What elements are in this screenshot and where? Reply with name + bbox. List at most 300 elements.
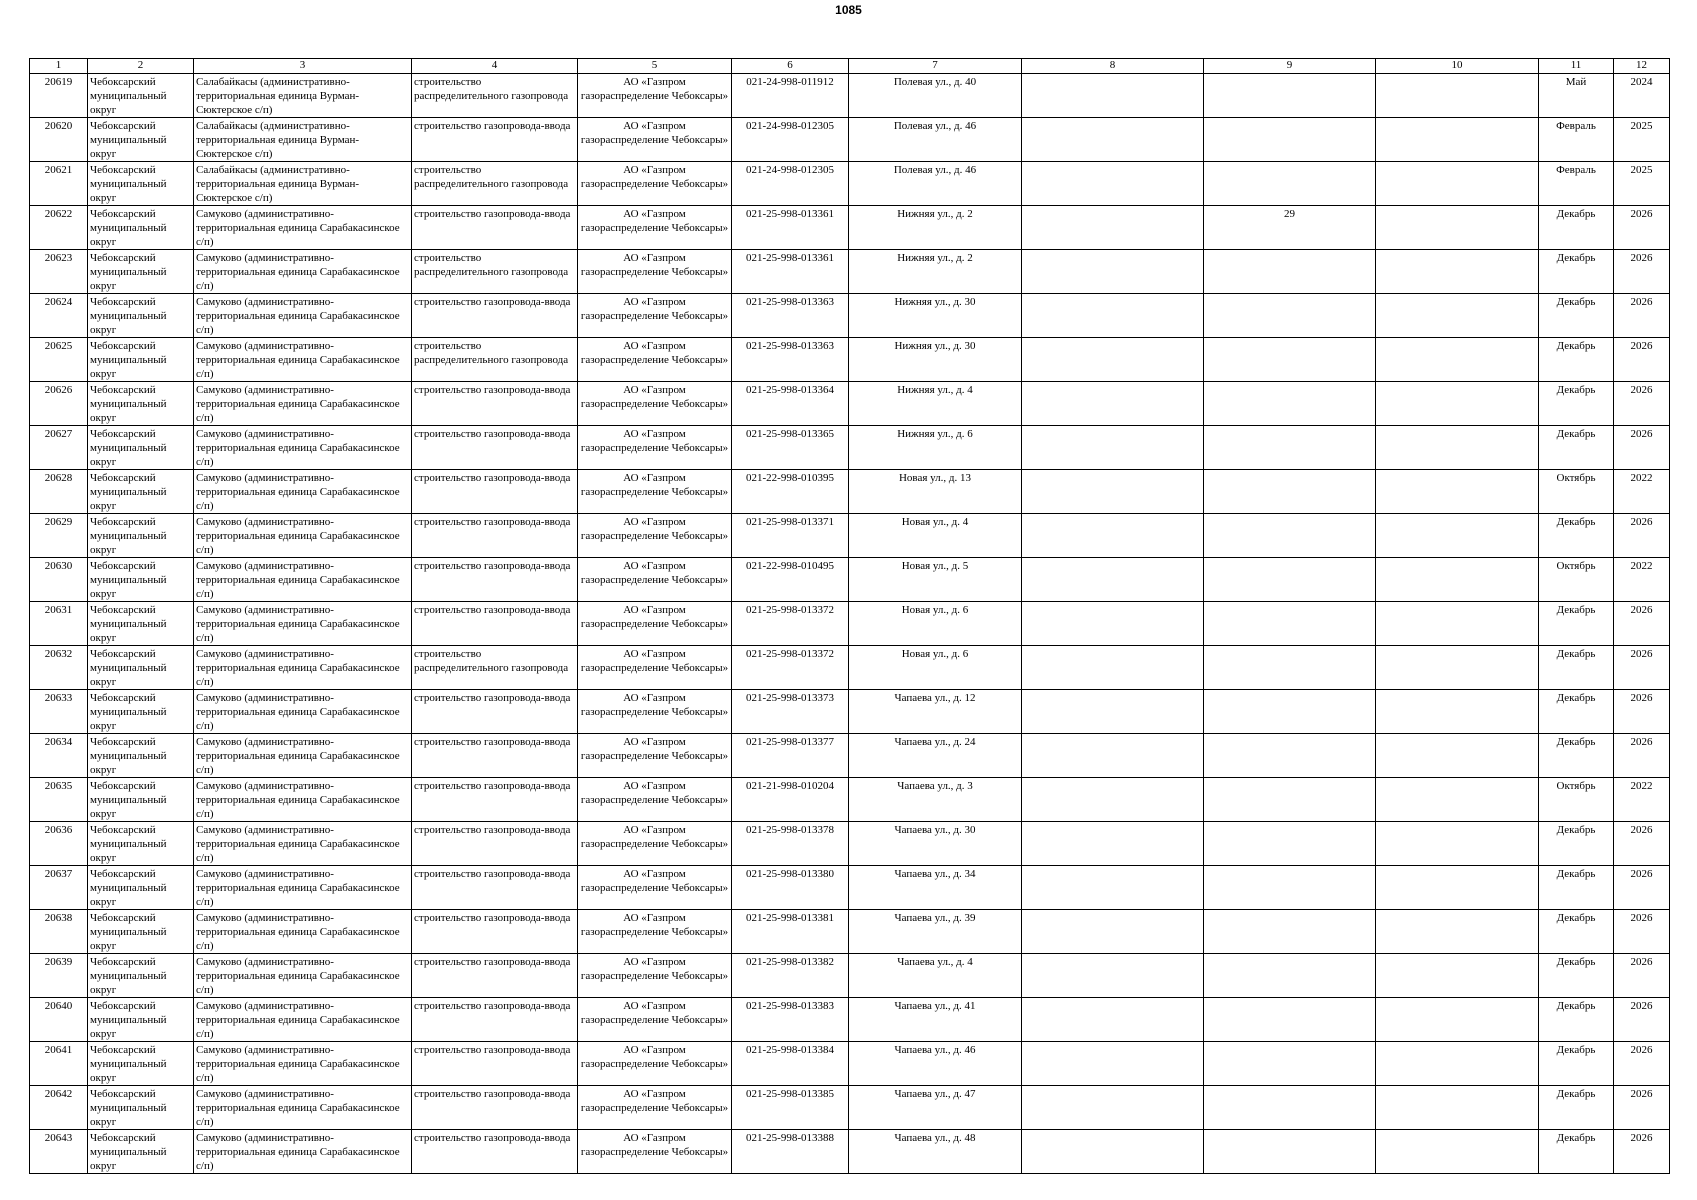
column-8-cell — [1022, 778, 1204, 822]
column-8-cell — [1022, 954, 1204, 998]
address-cell: Чапаева ул., д. 34 — [849, 866, 1022, 910]
table-row — [30, 74, 1670, 118]
column-8-cell — [1022, 690, 1204, 734]
organization-cell: АО «Газпром газораспределение Чебоксары» — [578, 250, 732, 294]
column-10-cell — [1376, 470, 1539, 514]
address-cell: Чапаева ул., д. 46 — [849, 1042, 1022, 1086]
column-10-cell — [1376, 1042, 1539, 1086]
year-cell: 2022 — [1614, 778, 1670, 822]
column-8-cell — [1022, 338, 1204, 382]
district-cell: Чебоксарский муниципальный округ — [88, 250, 194, 294]
year-cell: 2024 — [1614, 74, 1670, 118]
table-row — [30, 690, 1670, 734]
year-cell: 2022 — [1614, 558, 1670, 602]
registry-code-cell: 021-25-998-013381 — [732, 910, 849, 954]
organization-cell: АО «Газпром газораспределение Чебоксары» — [578, 602, 732, 646]
month-cell: Декабрь — [1539, 206, 1614, 250]
district-cell: Чебоксарский муниципальный округ — [88, 118, 194, 162]
organization-cell: АО «Газпром газораспределение Чебоксары» — [578, 558, 732, 602]
address-cell: Чапаева ул., д. 30 — [849, 822, 1022, 866]
row-number: 20630 — [30, 558, 88, 602]
organization-cell: АО «Газпром газораспределение Чебоксары» — [578, 162, 732, 206]
address-cell: Новая ул., д. 13 — [849, 470, 1022, 514]
column-10-cell — [1376, 866, 1539, 910]
organization-cell: АО «Газпром газораспределение Чебоксары» — [578, 426, 732, 470]
row-number: 20641 — [30, 1042, 88, 1086]
column-8-cell — [1022, 470, 1204, 514]
column-8-cell — [1022, 250, 1204, 294]
locality-cell: Салабайкасы (административно-территориальная единица Вурман-Сюктерское с/п) — [194, 118, 412, 162]
column-9-cell — [1204, 162, 1376, 206]
registry-code-cell: 021-22-998-010395 — [732, 470, 849, 514]
locality-cell: Самуково (административно-территориальная единица Сарабакасинское с/п) — [194, 602, 412, 646]
column-10-cell — [1376, 514, 1539, 558]
column-8-cell — [1022, 822, 1204, 866]
district-cell: Чебоксарский муниципальный округ — [88, 1130, 194, 1174]
organization-cell: АО «Газпром газораспределение Чебоксары» — [578, 206, 732, 250]
column-10-cell — [1376, 382, 1539, 426]
table-row — [30, 558, 1670, 602]
column-10-cell — [1376, 338, 1539, 382]
district-cell: Чебоксарский муниципальный округ — [88, 910, 194, 954]
district-cell: Чебоксарский муниципальный округ — [88, 426, 194, 470]
table-header — [30, 59, 1670, 74]
district-cell: Чебоксарский муниципальный округ — [88, 338, 194, 382]
table-row — [30, 118, 1670, 162]
work-type-cell: строительство газопровода-ввода — [412, 382, 578, 426]
work-type-cell: строительство газопровода-ввода — [412, 1130, 578, 1174]
column-9-cell — [1204, 866, 1376, 910]
year-cell: 2026 — [1614, 514, 1670, 558]
district-cell: Чебоксарский муниципальный округ — [88, 382, 194, 426]
year-cell: 2026 — [1614, 602, 1670, 646]
month-cell: Декабрь — [1539, 602, 1614, 646]
work-type-cell: строительство газопровода-ввода — [412, 954, 578, 998]
column-8-cell — [1022, 294, 1204, 338]
address-cell: Новая ул., д. 5 — [849, 558, 1022, 602]
column-10-cell — [1376, 426, 1539, 470]
organization-cell: АО «Газпром газораспределение Чебоксары» — [578, 1086, 732, 1130]
column-10-cell — [1376, 690, 1539, 734]
column-8-cell — [1022, 382, 1204, 426]
column-8-cell — [1022, 514, 1204, 558]
column-8-cell — [1022, 206, 1204, 250]
work-type-cell: строительство газопровода-ввода — [412, 866, 578, 910]
locality-cell: Салабайкасы (административно-территориальная единица Вурман-Сюктерское с/п) — [194, 162, 412, 206]
table-row — [30, 162, 1670, 206]
month-cell: Октябрь — [1539, 470, 1614, 514]
column-8-cell — [1022, 426, 1204, 470]
locality-cell: Салабайкасы (административно-территориальная единица Вурман-Сюктерское с/п) — [194, 74, 412, 118]
registry-code-cell: 021-22-998-010495 — [732, 558, 849, 602]
row-number: 20619 — [30, 74, 88, 118]
locality-cell: Самуково (административно-территориальная единица Сарабакасинское с/п) — [194, 954, 412, 998]
work-type-cell: строительство газопровода-ввода — [412, 734, 578, 778]
year-cell: 2025 — [1614, 118, 1670, 162]
row-number: 20640 — [30, 998, 88, 1042]
address-cell: Нижняя ул., д. 6 — [849, 426, 1022, 470]
page-number: 1085 — [835, 3, 862, 17]
address-cell: Чапаева ул., д. 24 — [849, 734, 1022, 778]
locality-cell: Самуково (административно-территориальная единица Сарабакасинское с/п) — [194, 294, 412, 338]
month-cell: Октябрь — [1539, 558, 1614, 602]
row-number: 20631 — [30, 602, 88, 646]
registry-code-cell: 021-25-998-013378 — [732, 822, 849, 866]
year-cell: 2026 — [1614, 338, 1670, 382]
locality-cell: Самуково (административно-территориальная единица Сарабакасинское с/п) — [194, 1130, 412, 1174]
row-number: 20629 — [30, 514, 88, 558]
address-cell: Полевая ул., д. 40 — [849, 74, 1022, 118]
locality-cell: Самуково (административно-территориальная единица Сарабакасинское с/п) — [194, 426, 412, 470]
column-10-cell — [1376, 998, 1539, 1042]
month-cell: Февраль — [1539, 118, 1614, 162]
month-cell: Декабрь — [1539, 1086, 1614, 1130]
column-header-7: 7 — [849, 59, 1022, 74]
table-row — [30, 602, 1670, 646]
column-10-cell — [1376, 74, 1539, 118]
column-8-cell — [1022, 558, 1204, 602]
locality-cell: Самуково (административно-территориальная единица Сарабакасинское с/п) — [194, 866, 412, 910]
registry-code-cell: 021-25-998-013361 — [732, 206, 849, 250]
work-type-cell: строительство распределительного газопровода — [412, 646, 578, 690]
column-10-cell — [1376, 162, 1539, 206]
work-type-cell: строительство газопровода-ввода — [412, 118, 578, 162]
table-row — [30, 470, 1670, 514]
table-body — [30, 74, 1670, 1174]
year-cell: 2026 — [1614, 690, 1670, 734]
year-cell: 2022 — [1614, 470, 1670, 514]
address-cell: Чапаева ул., д. 39 — [849, 910, 1022, 954]
locality-cell: Самуково (административно-территориальная единица Сарабакасинское с/п) — [194, 250, 412, 294]
column-10-cell — [1376, 118, 1539, 162]
work-type-cell: строительство газопровода-ввода — [412, 426, 578, 470]
month-cell: Декабрь — [1539, 250, 1614, 294]
organization-cell: АО «Газпром газораспределение Чебоксары» — [578, 382, 732, 426]
month-cell: Декабрь — [1539, 426, 1614, 470]
organization-cell: АО «Газпром газораспределение Чебоксары» — [578, 778, 732, 822]
address-cell: Полевая ул., д. 46 — [849, 118, 1022, 162]
table-row — [30, 646, 1670, 690]
organization-cell: АО «Газпром газораспределение Чебоксары» — [578, 514, 732, 558]
registry-code-cell: 021-25-998-013382 — [732, 954, 849, 998]
month-cell: Декабрь — [1539, 690, 1614, 734]
work-type-cell: строительство газопровода-ввода — [412, 470, 578, 514]
work-type-cell: строительство газопровода-ввода — [412, 206, 578, 250]
row-number: 20634 — [30, 734, 88, 778]
work-type-cell: строительство газопровода-ввода — [412, 690, 578, 734]
row-number: 20643 — [30, 1130, 88, 1174]
column-8-cell — [1022, 866, 1204, 910]
table-row — [30, 954, 1670, 998]
column-header-8: 8 — [1022, 59, 1204, 74]
year-cell: 2026 — [1614, 822, 1670, 866]
year-cell: 2026 — [1614, 1086, 1670, 1130]
district-cell: Чебоксарский муниципальный округ — [88, 690, 194, 734]
year-cell: 2026 — [1614, 294, 1670, 338]
column-10-cell — [1376, 602, 1539, 646]
column-10-cell — [1376, 954, 1539, 998]
address-cell: Новая ул., д. 6 — [849, 646, 1022, 690]
address-cell: Чапаева ул., д. 4 — [849, 954, 1022, 998]
district-cell: Чебоксарский муниципальный округ — [88, 778, 194, 822]
column-9-cell — [1204, 558, 1376, 602]
column-header-2: 2 — [88, 59, 194, 74]
year-cell: 2026 — [1614, 382, 1670, 426]
work-type-cell: строительство газопровода-ввода — [412, 514, 578, 558]
year-cell: 2026 — [1614, 734, 1670, 778]
year-cell: 2026 — [1614, 426, 1670, 470]
column-10-cell — [1376, 294, 1539, 338]
month-cell: Декабрь — [1539, 1042, 1614, 1086]
column-header-5: 5 — [578, 59, 732, 74]
column-10-cell — [1376, 206, 1539, 250]
locality-cell: Самуково (административно-территориальная единица Сарабакасинское с/п) — [194, 778, 412, 822]
row-number: 20622 — [30, 206, 88, 250]
column-header-9: 9 — [1204, 59, 1376, 74]
column-9-cell — [1204, 822, 1376, 866]
column-header-1: 1 — [30, 59, 88, 74]
year-cell: 2026 — [1614, 954, 1670, 998]
column-9-cell — [1204, 690, 1376, 734]
month-cell: Декабрь — [1539, 998, 1614, 1042]
work-type-cell: строительство газопровода-ввода — [412, 602, 578, 646]
address-cell: Чапаева ул., д. 47 — [849, 1086, 1022, 1130]
month-cell: Декабрь — [1539, 866, 1614, 910]
work-type-cell: строительство распределительного газопровода — [412, 74, 578, 118]
column-8-cell — [1022, 74, 1204, 118]
work-type-cell: строительство газопровода-ввода — [412, 294, 578, 338]
column-10-cell — [1376, 822, 1539, 866]
work-type-cell: строительство газопровода-ввода — [412, 998, 578, 1042]
column-8-cell — [1022, 734, 1204, 778]
year-cell: 2026 — [1614, 1130, 1670, 1174]
column-8-cell — [1022, 1130, 1204, 1174]
column-10-cell — [1376, 1130, 1539, 1174]
column-8-cell — [1022, 998, 1204, 1042]
table-row — [30, 910, 1670, 954]
row-number: 20639 — [30, 954, 88, 998]
column-10-cell — [1376, 734, 1539, 778]
work-type-cell: строительство газопровода-ввода — [412, 910, 578, 954]
registry-code-cell: 021-25-998-013363 — [732, 338, 849, 382]
work-type-cell: строительство газопровода-ввода — [412, 1086, 578, 1130]
organization-cell: АО «Газпром газораспределение Чебоксары» — [578, 734, 732, 778]
address-cell: Полевая ул., д. 46 — [849, 162, 1022, 206]
column-header-4: 4 — [412, 59, 578, 74]
row-number: 20633 — [30, 690, 88, 734]
year-cell: 2026 — [1614, 998, 1670, 1042]
district-cell: Чебоксарский муниципальный округ — [88, 162, 194, 206]
locality-cell: Самуково (административно-территориальная единица Сарабакасинское с/п) — [194, 734, 412, 778]
column-header-10: 10 — [1376, 59, 1539, 74]
locality-cell: Самуково (административно-территориальная единица Сарабакасинское с/п) — [194, 822, 412, 866]
row-number: 20623 — [30, 250, 88, 294]
month-cell: Декабрь — [1539, 1130, 1614, 1174]
registry-code-cell: 021-24-998-012305 — [732, 118, 849, 162]
table-row — [30, 206, 1670, 250]
registry-code-cell: 021-25-998-013361 — [732, 250, 849, 294]
address-cell: Чапаева ул., д. 41 — [849, 998, 1022, 1042]
table-row — [30, 734, 1670, 778]
address-cell: Нижняя ул., д. 30 — [849, 294, 1022, 338]
registry-code-cell: 021-25-998-013384 — [732, 1042, 849, 1086]
district-cell: Чебоксарский муниципальный округ — [88, 954, 194, 998]
district-cell: Чебоксарский муниципальный округ — [88, 998, 194, 1042]
address-cell: Нижняя ул., д. 2 — [849, 206, 1022, 250]
district-cell: Чебоксарский муниципальный округ — [88, 514, 194, 558]
district-cell: Чебоксарский муниципальный округ — [88, 294, 194, 338]
month-cell: Декабрь — [1539, 954, 1614, 998]
registry-code-cell: 021-25-998-013363 — [732, 294, 849, 338]
address-cell: Чапаева ул., д. 48 — [849, 1130, 1022, 1174]
year-cell: 2026 — [1614, 866, 1670, 910]
column-8-cell — [1022, 646, 1204, 690]
registry-code-cell: 021-25-998-013388 — [732, 1130, 849, 1174]
year-cell: 2026 — [1614, 910, 1670, 954]
work-type-cell: строительство распределительного газопровода — [412, 338, 578, 382]
district-cell: Чебоксарский муниципальный округ — [88, 74, 194, 118]
district-cell: Чебоксарский муниципальный округ — [88, 646, 194, 690]
organization-cell: АО «Газпром газораспределение Чебоксары» — [578, 954, 732, 998]
row-number: 20625 — [30, 338, 88, 382]
organization-cell: АО «Газпром газораспределение Чебоксары» — [578, 998, 732, 1042]
locality-cell: Самуково (административно-территориальная единица Сарабакасинское с/п) — [194, 558, 412, 602]
district-cell: Чебоксарский муниципальный округ — [88, 558, 194, 602]
address-cell: Новая ул., д. 4 — [849, 514, 1022, 558]
month-cell: Декабрь — [1539, 294, 1614, 338]
column-9-cell — [1204, 778, 1376, 822]
column-9-cell — [1204, 734, 1376, 778]
month-cell: Май — [1539, 74, 1614, 118]
table-row — [30, 822, 1670, 866]
column-9-cell — [1204, 910, 1376, 954]
year-cell: 2026 — [1614, 1042, 1670, 1086]
work-type-cell: строительство распределительного газопровода — [412, 162, 578, 206]
column-10-cell — [1376, 778, 1539, 822]
district-cell: Чебоксарский муниципальный округ — [88, 822, 194, 866]
column-9-cell — [1204, 118, 1376, 162]
district-cell: Чебоксарский муниципальный округ — [88, 602, 194, 646]
column-header-6: 6 — [732, 59, 849, 74]
locality-cell: Самуково (административно-территориальная единица Сарабакасинское с/п) — [194, 1042, 412, 1086]
row-number: 20632 — [30, 646, 88, 690]
district-cell: Чебоксарский муниципальный округ — [88, 1086, 194, 1130]
column-8-cell — [1022, 910, 1204, 954]
month-cell: Декабрь — [1539, 734, 1614, 778]
table-row — [30, 426, 1670, 470]
column-10-cell — [1376, 250, 1539, 294]
locality-cell: Самуково (административно-территориальная единица Сарабакасинское с/п) — [194, 382, 412, 426]
row-number: 20627 — [30, 426, 88, 470]
month-cell: Декабрь — [1539, 910, 1614, 954]
address-cell: Чапаева ул., д. 12 — [849, 690, 1022, 734]
month-cell: Декабрь — [1539, 514, 1614, 558]
table-row — [30, 998, 1670, 1042]
table-row — [30, 514, 1670, 558]
registry-code-cell: 021-25-998-013380 — [732, 866, 849, 910]
month-cell: Декабрь — [1539, 338, 1614, 382]
district-cell: Чебоксарский муниципальный округ — [88, 206, 194, 250]
column-9-cell — [1204, 338, 1376, 382]
locality-cell: Самуково (административно-территориальная единица Сарабакасинское с/п) — [194, 646, 412, 690]
locality-cell: Самуково (административно-территориальная единица Сарабакасинское с/п) — [194, 998, 412, 1042]
year-cell: 2026 — [1614, 646, 1670, 690]
column-9-cell — [1204, 1130, 1376, 1174]
locality-cell: Самуково (административно-территориальная единица Сарабакасинское с/п) — [194, 338, 412, 382]
registry-code-cell: 021-25-998-013371 — [732, 514, 849, 558]
organization-cell: АО «Газпром газораспределение Чебоксары» — [578, 866, 732, 910]
organization-cell: АО «Газпром газораспределение Чебоксары» — [578, 646, 732, 690]
row-number: 20636 — [30, 822, 88, 866]
row-number: 20638 — [30, 910, 88, 954]
table-row — [30, 1042, 1670, 1086]
column-9-cell — [1204, 426, 1376, 470]
work-type-cell: строительство газопровода-ввода — [412, 1042, 578, 1086]
registry-code-cell: 021-25-998-013385 — [732, 1086, 849, 1130]
column-9-cell — [1204, 1042, 1376, 1086]
header-row — [30, 59, 1670, 74]
locality-cell: Самуково (административно-территориальная единица Сарабакасинское с/п) — [194, 910, 412, 954]
locality-cell: Самуково (административно-территориальная единица Сарабакасинское с/п) — [194, 1086, 412, 1130]
month-cell: Декабрь — [1539, 382, 1614, 426]
month-cell: Декабрь — [1539, 822, 1614, 866]
address-cell: Новая ул., д. 6 — [849, 602, 1022, 646]
registry-code-cell: 021-25-998-013383 — [732, 998, 849, 1042]
column-10-cell — [1376, 646, 1539, 690]
district-cell: Чебоксарский муниципальный округ — [88, 866, 194, 910]
column-header-12: 12 — [1614, 59, 1670, 74]
work-type-cell: строительство газопровода-ввода — [412, 822, 578, 866]
registry-code-cell: 021-25-998-013365 — [732, 426, 849, 470]
row-number: 20637 — [30, 866, 88, 910]
month-cell: Октябрь — [1539, 778, 1614, 822]
column-10-cell — [1376, 910, 1539, 954]
locality-cell: Самуково (административно-территориальная единица Сарабакасинское с/п) — [194, 690, 412, 734]
row-number: 20624 — [30, 294, 88, 338]
locality-cell: Самуково (административно-территориальная единица Сарабакасинское с/п) — [194, 514, 412, 558]
column-9-cell — [1204, 74, 1376, 118]
organization-cell: АО «Газпром газораспределение Чебоксары» — [578, 74, 732, 118]
column-8-cell — [1022, 1042, 1204, 1086]
table-row — [30, 338, 1670, 382]
locality-cell: Самуково (административно-территориальная единица Сарабакасинское с/п) — [194, 206, 412, 250]
column-9-cell — [1204, 602, 1376, 646]
address-cell: Нижняя ул., д. 30 — [849, 338, 1022, 382]
column-10-cell — [1376, 1086, 1539, 1130]
column-8-cell — [1022, 1086, 1204, 1130]
column-8-cell — [1022, 118, 1204, 162]
locality-cell: Самуково (административно-территориальная единица Сарабакасинское с/п) — [194, 470, 412, 514]
address-cell: Чапаева ул., д. 3 — [849, 778, 1022, 822]
address-cell: Нижняя ул., д. 4 — [849, 382, 1022, 426]
address-cell: Нижняя ул., д. 2 — [849, 250, 1022, 294]
year-cell: 2026 — [1614, 250, 1670, 294]
register-table — [29, 58, 1670, 1174]
organization-cell: АО «Газпром газораспределение Чебоксары» — [578, 338, 732, 382]
year-cell: 2026 — [1614, 206, 1670, 250]
organization-cell: АО «Газпром газораспределение Чебоксары» — [578, 822, 732, 866]
column-9-cell: 29 — [1204, 206, 1376, 250]
table-row — [30, 382, 1670, 426]
registry-code-cell: 021-25-998-013372 — [732, 602, 849, 646]
row-number: 20621 — [30, 162, 88, 206]
column-10-cell — [1376, 558, 1539, 602]
month-cell: Декабрь — [1539, 646, 1614, 690]
registry-code-cell: 021-25-998-013372 — [732, 646, 849, 690]
district-cell: Чебоксарский муниципальный округ — [88, 1042, 194, 1086]
district-cell: Чебоксарский муниципальный округ — [88, 734, 194, 778]
column-9-cell — [1204, 382, 1376, 426]
